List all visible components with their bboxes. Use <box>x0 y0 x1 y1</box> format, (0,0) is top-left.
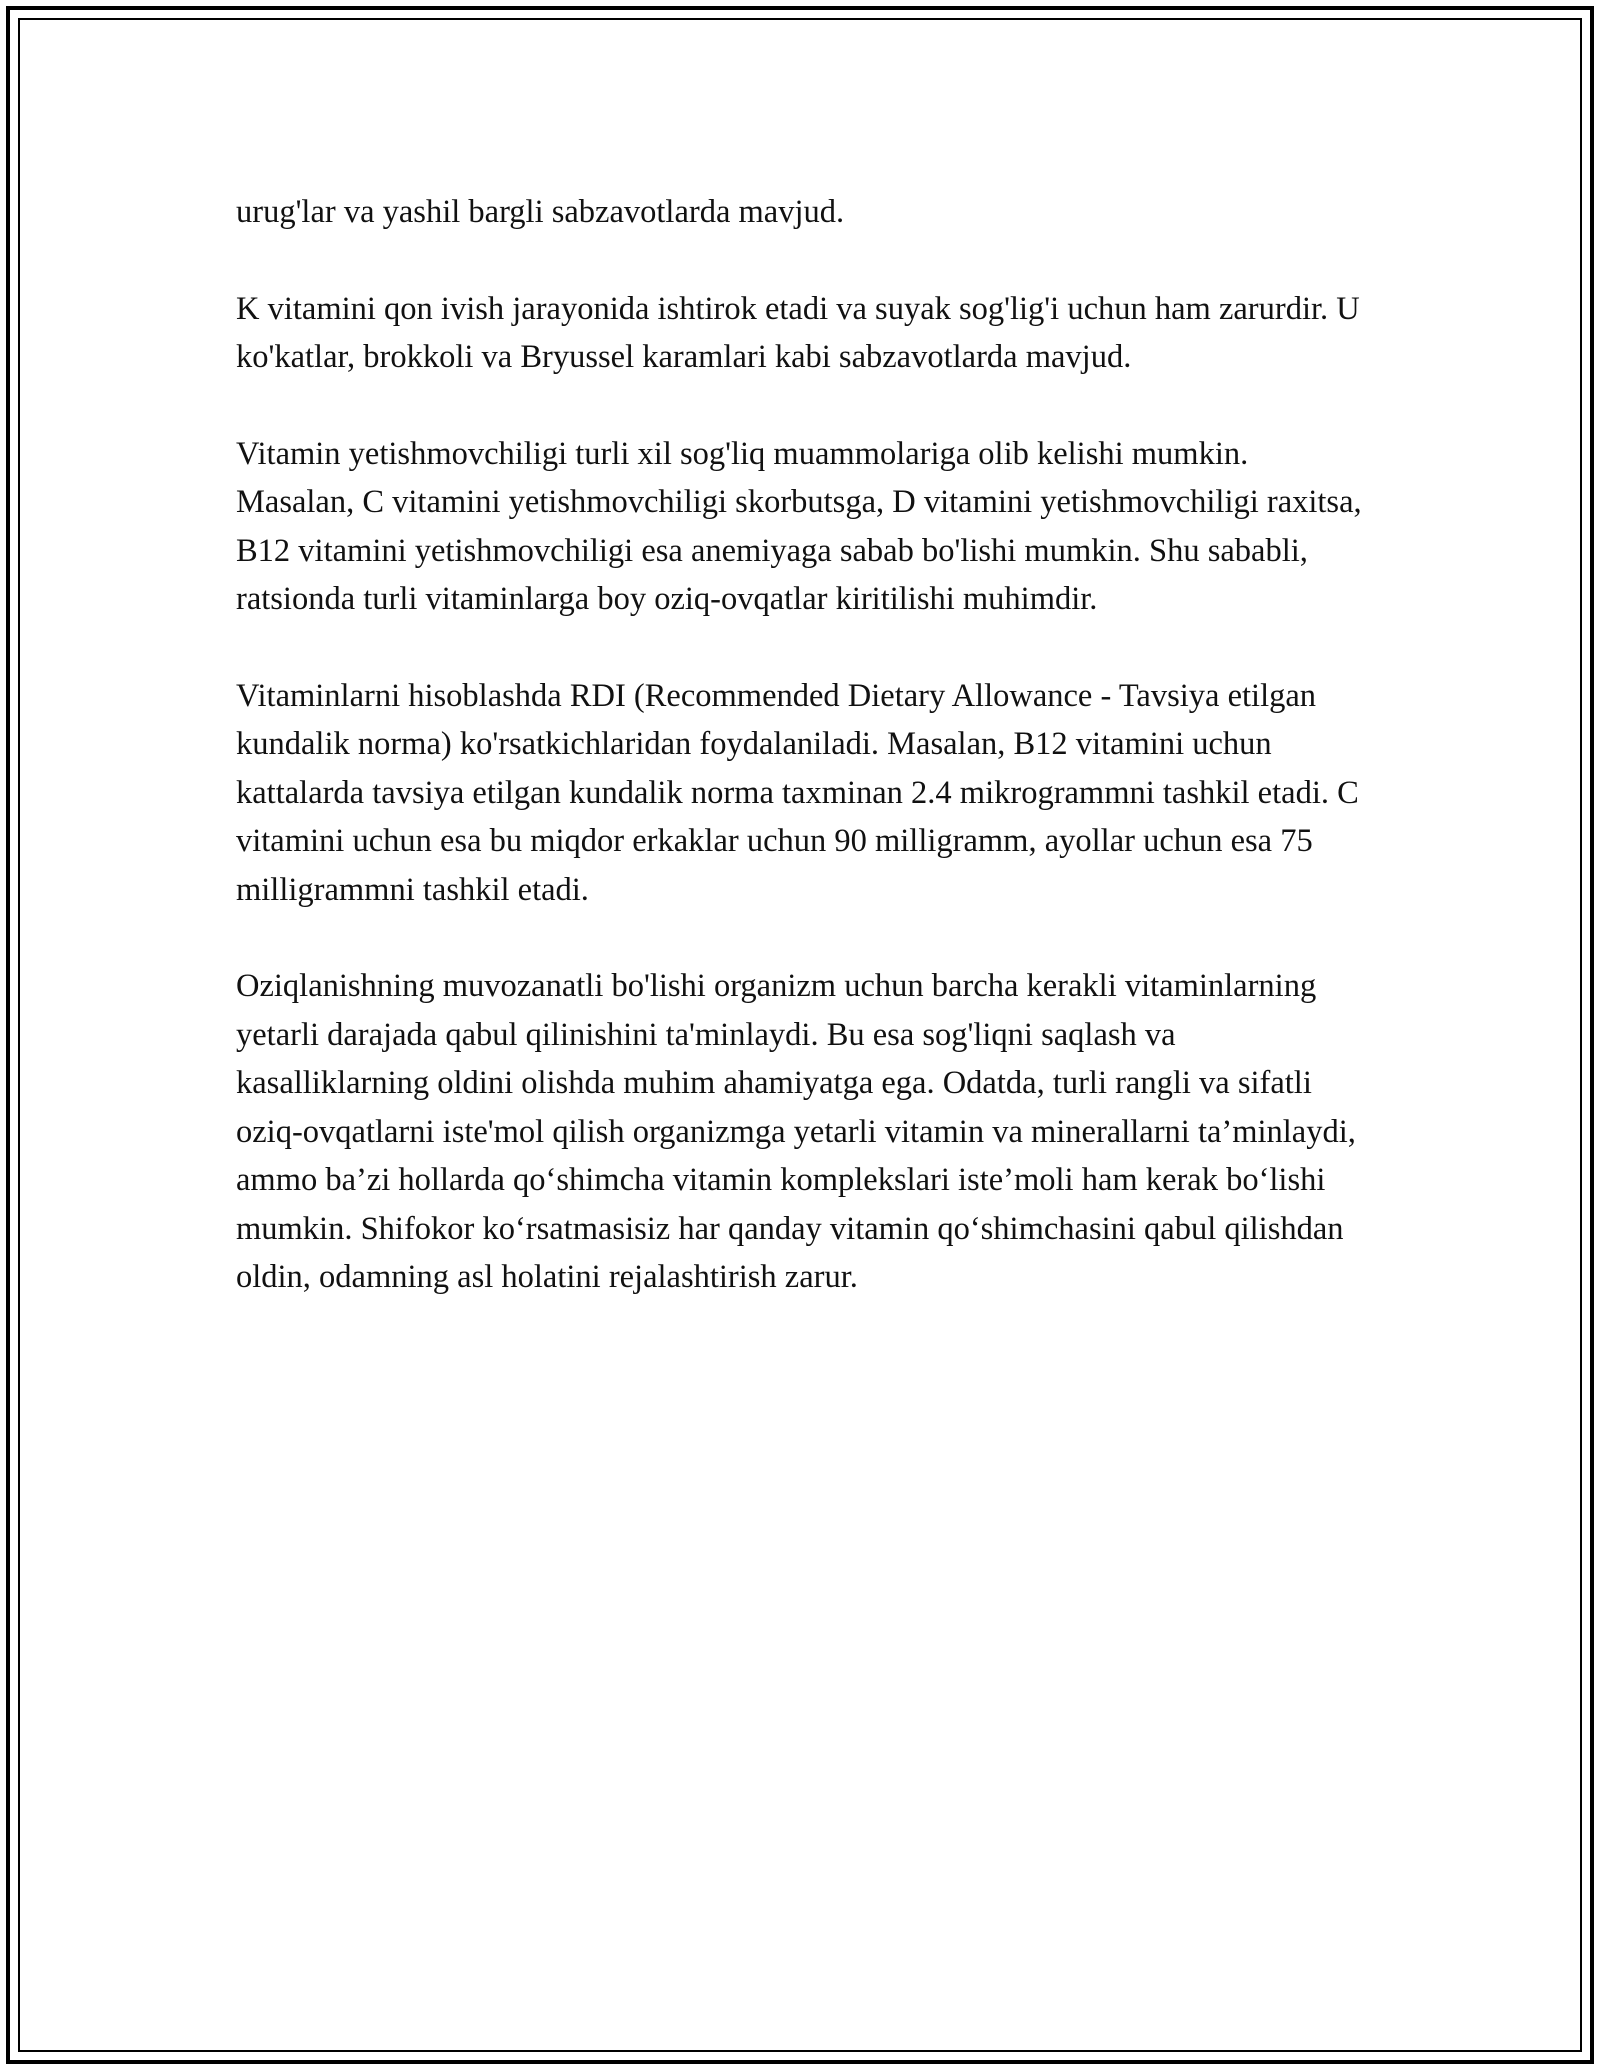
document-body <box>236 188 1366 1350</box>
paragraph: Vitaminlarni hisoblashda RDI (Recommended Dietary Allowance - Tavsiya etilgan kundalik norma) ko'rsatkichlaridan foydalaniladi. Masalan, B12 vitamini uchun kattalarda tavsiya etilgan kundalik norma taxminan 2.4 mikrogrammni tashkil etadi. C vitamini uchun esa bu miqdor erkaklar uchun 90 milligramm, ayollar uchun esa 75 milligrammni tashkil etadi. <box>236 677 1359 908</box>
paragraph: Vitamin yetishmovchiligi turli xil sog'liq muammolariga olib kelishi mumkin. Masalan, C vitamini yetishmovchiligi skorbutsga, D vitamini yetishmovchiligi raxitsa, B12 vitamini yetishmovchiligi esa anemiyaga sabab bo'lishi mumkin. Shu sababli, ratsionda turli vitaminlarga boy oziq-ovqatlar kiritilishi muhimdir. <box>236 435 1362 617</box>
paragraph: K vitamini qon ivish jarayonida ishtirok etadi va suyak sog'lig'i uchun ham zarurdir. U ko'katlar, brokkoli va Bryussel karamlari kabi sabzavotlarda mavjud. <box>236 290 1360 375</box>
paragraph: Oziqlanishning muvozanatli bo'lishi organizm uchun barcha kerakli vitaminlarning yetarli darajada qabul qilinishini ta'minlaydi. Bu esa sog'liqni saqlash va kasalliklarning oldini olishda muhim ahamiyatga ega. Odatda, turli rangli va sifatli oziq-ovqatlarni iste'mol qilish organizmga yetarli vitamin va minerallarni ta’minlaydi, ammo ba’zi hollarda qo‘shimcha vitamin komplekslari iste’moli ham kerak bo‘lishi mumkin. Shifokor ko‘rsatmasisiz har qanday vitamin qo‘shimchasini qabul qilishdan oldin, odamning asl holatini rejalashtirish zarur. <box>236 968 1356 1295</box>
paragraph: urug'lar va yashil bargli sabzavotlarda mavjud. <box>236 194 845 230</box>
